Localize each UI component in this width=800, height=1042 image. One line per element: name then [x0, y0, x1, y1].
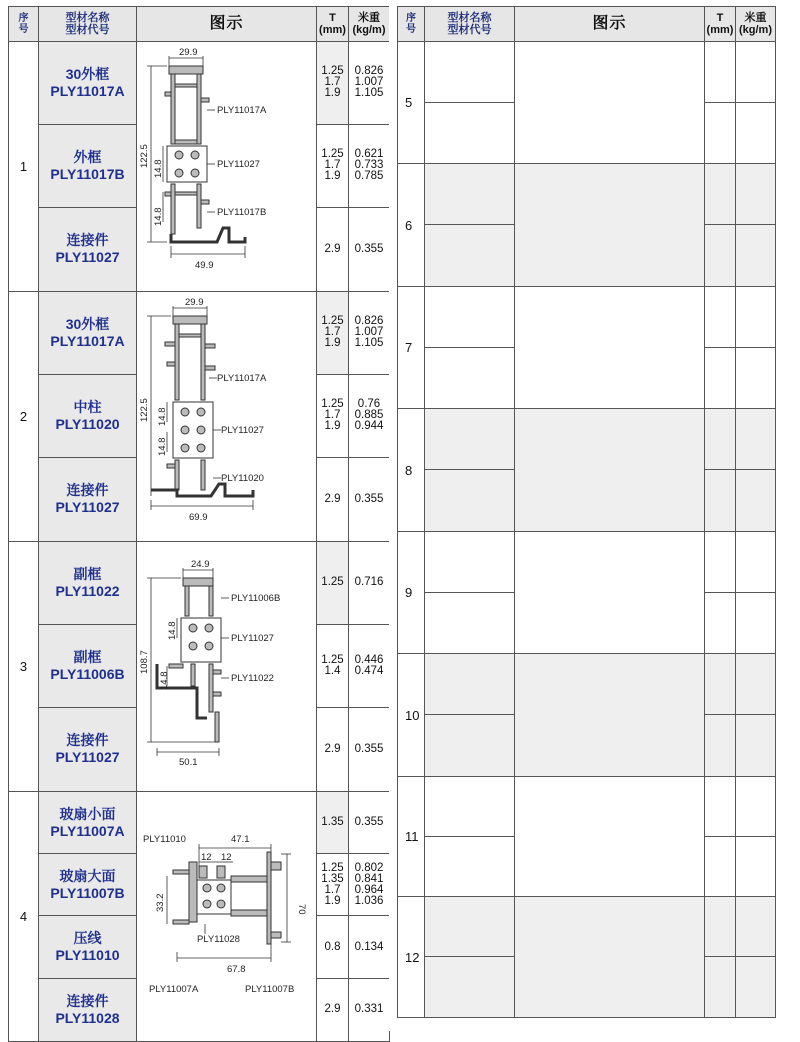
profile-name: 连接件: [66, 992, 109, 1009]
empty-diagram-cell: [515, 287, 705, 409]
thickness-value: 1.9: [324, 337, 341, 350]
dim-c-4: 12: [221, 852, 232, 863]
diagram-label: PLY11027: [217, 159, 260, 170]
empty-diagram-cell: [515, 409, 705, 532]
diagram-cell-2: [137, 292, 317, 542]
name-header-line1: 型材名称: [65, 12, 110, 24]
empty-name-cell: [425, 897, 515, 957]
profile-name-cell: [39, 42, 137, 125]
profile-name: 30外框: [65, 315, 110, 332]
empty-w-cell: [736, 103, 776, 164]
empty-name-cell: [425, 654, 515, 715]
profile-name: 玻扇大面: [59, 867, 116, 884]
thickness-cell: [317, 374, 349, 457]
empty-diagram-cell: [515, 897, 705, 1018]
table-row: [398, 409, 776, 470]
dim-a-2: 14.8: [157, 407, 168, 426]
weight-value: 0.826: [354, 65, 384, 78]
seq-header-text: 序 号: [406, 13, 416, 35]
diagram-label: PLY11017A: [217, 373, 267, 384]
weight-value: 0.733: [354, 159, 384, 172]
diagram-label: PLY11020: [221, 473, 264, 484]
weight-cell: 0.134: [349, 916, 390, 978]
weight-cell: [349, 124, 390, 207]
table-row: [398, 654, 776, 715]
weight-cell: 0.355: [349, 792, 390, 854]
dim-b-4: 12: [201, 852, 212, 863]
profile-name-cell: [39, 978, 137, 1041]
empty-name-cell: [425, 225, 515, 287]
weight-cell: [349, 624, 390, 707]
empty-name-cell: [425, 715, 515, 777]
thickness-value: 1.35: [321, 872, 344, 885]
table-row: [9, 42, 390, 125]
profile-name: 中柱: [73, 398, 102, 415]
group-number: 6: [398, 164, 425, 287]
thickness-cell: 0.8: [317, 916, 349, 978]
t-header: [705, 7, 736, 42]
empty-diagram-cell: [515, 777, 705, 897]
empty-w-cell: [736, 715, 776, 777]
empty-t-cell: [705, 837, 736, 897]
profile-code: PLY11027: [55, 249, 120, 266]
dim-bottom-4: 67.8: [227, 964, 246, 975]
profile-name: 连接件: [66, 732, 109, 749]
group-number: 5: [398, 42, 425, 164]
weight-value: 1.105: [354, 87, 384, 100]
weight-value: 0.826: [354, 315, 384, 328]
left-table: [8, 6, 390, 1042]
t-header: [317, 7, 349, 42]
empty-t-cell: [705, 654, 736, 715]
table-row: [398, 42, 776, 103]
table-separator: [389, 6, 397, 1031]
profile-name-cell: [39, 124, 137, 207]
profile-name: 连接件: [66, 482, 109, 499]
thickness-value: 1.25: [321, 65, 344, 78]
w-header-line2: (kg/m): [352, 24, 386, 36]
empty-name-cell: [425, 409, 515, 470]
thickness-cell: 1.35: [317, 792, 349, 854]
empty-t-cell: [705, 593, 736, 654]
seq-header: [398, 7, 425, 42]
profile-diagram-4: [137, 792, 317, 1036]
thickness-value: 1.7: [324, 76, 341, 89]
empty-diagram-cell: [515, 164, 705, 287]
dim-a-3: 14.8: [167, 621, 178, 640]
empty-diagram-cell: [515, 532, 705, 654]
empty-w-cell: [736, 470, 776, 532]
group-number: 10: [398, 654, 425, 777]
left-header-row: [9, 7, 390, 42]
group-number: 4: [9, 792, 39, 1042]
profile-code: PLY11022: [55, 582, 120, 599]
profile-name: 30外框: [65, 65, 110, 82]
weight-value: 0.841: [354, 872, 384, 885]
profile-code: PLY11020: [55, 415, 120, 432]
dim-b-2: 14.8: [157, 437, 168, 456]
group-number: 2: [9, 292, 39, 542]
empty-t-cell: [705, 348, 736, 409]
profile-code: PLY11017A: [50, 82, 125, 99]
dim-top-3: 24.9: [191, 559, 210, 570]
weight-cell: 0.355: [349, 207, 390, 291]
dim-height-3: 108.7: [139, 650, 150, 674]
weight-value: 0.785: [354, 170, 384, 183]
profile-name-cell: [39, 292, 137, 375]
right-table: [397, 6, 776, 1018]
thickness-value: 1.25: [321, 861, 344, 874]
table-row: [9, 792, 390, 854]
diagram-cell-3: [137, 542, 317, 792]
right-header-row: [398, 7, 776, 42]
seq-header-text: 序 号: [18, 13, 29, 35]
diagram-label: PLY11022: [231, 673, 274, 684]
w-header-line1: 米重: [358, 12, 380, 24]
w-header-line1: 米重: [744, 12, 767, 24]
w-header: [736, 7, 776, 42]
profile-code: PLY11017A: [50, 332, 125, 349]
group-number: 9: [398, 532, 425, 654]
seq-header: [9, 7, 39, 42]
dim-top-2: 29.9: [185, 297, 204, 308]
empty-name-cell: [425, 103, 515, 164]
table-row: [398, 164, 776, 225]
group-number: 7: [398, 287, 425, 409]
dim-top-4: 47.1: [231, 834, 250, 845]
empty-t-cell: [705, 225, 736, 287]
profile-name-cell: [39, 792, 137, 854]
diagram-label: PLY11017B: [217, 207, 267, 218]
empty-name-cell: [425, 348, 515, 409]
empty-w-cell: [736, 164, 776, 225]
group-number: 12: [398, 897, 425, 1018]
weight-value: 1.105: [354, 337, 384, 350]
empty-w-cell: [736, 777, 776, 837]
diagram-label: PLY11010: [143, 834, 186, 845]
empty-w-cell: [736, 225, 776, 287]
diagram-header: 图示: [515, 7, 705, 42]
dim-height-2: 122.5: [139, 398, 150, 422]
empty-w-cell: [736, 532, 776, 593]
thickness-value: 1.7: [324, 159, 341, 172]
t-header-line1: T: [716, 12, 724, 24]
thickness-value: 1.25: [321, 398, 344, 411]
weight-value: 0.76: [357, 398, 381, 411]
weight-value: 0.802: [354, 861, 384, 874]
thickness-value: 1.9: [324, 420, 341, 433]
profile-code: PLY11010: [55, 947, 120, 964]
table-row: [9, 542, 390, 625]
thickness-value: 1.25: [321, 148, 344, 161]
weight-value: 0.446: [354, 653, 384, 666]
thickness-cell: [317, 124, 349, 207]
name-header: [425, 7, 515, 42]
profile-name: 副框: [73, 565, 102, 582]
thickness-value: 1.7: [324, 409, 341, 422]
weight-cell: [349, 42, 390, 125]
dim-bottom-2: 69.9: [189, 512, 208, 523]
profile-name-cell: [39, 624, 137, 707]
diagram-label: PLY11007A: [149, 984, 199, 995]
diagram-label: PLY11007B: [245, 984, 295, 995]
profile-name-cell: [39, 374, 137, 457]
profile-name: 副框: [73, 648, 102, 665]
group-number: 11: [398, 777, 425, 897]
dim-height-1: 122.5: [139, 144, 150, 168]
empty-w-cell: [736, 837, 776, 897]
empty-t-cell: [705, 103, 736, 164]
t-header-line1: T: [329, 12, 336, 24]
dim-height-4: 70: [296, 904, 307, 915]
empty-name-cell: [425, 470, 515, 532]
weight-value: 0.621: [354, 148, 384, 161]
weight-cell: 0.355: [349, 707, 390, 791]
empty-name-cell: [425, 837, 515, 897]
weight-value: 1.007: [354, 76, 384, 89]
name-header-line1: 型材名称: [447, 12, 492, 24]
t-header-line2: (mm): [319, 24, 346, 36]
diagram-label: PLY11006B: [231, 593, 281, 604]
profile-code: PLY11027: [55, 749, 120, 766]
thickness-cell: 2.9: [317, 457, 349, 541]
empty-t-cell: [705, 897, 736, 957]
name-header-line2: 型材代号: [447, 24, 492, 36]
profile-name: 连接件: [66, 232, 109, 249]
weight-cell: [349, 854, 390, 916]
thickness-value: 1.7: [324, 883, 341, 896]
empty-w-cell: [736, 409, 776, 470]
profile-diagram-1: [137, 42, 317, 286]
weight-value: 0.964: [354, 883, 384, 896]
group-number: 8: [398, 409, 425, 532]
empty-t-cell: [705, 42, 736, 103]
profile-code: PLY11007B: [50, 884, 125, 901]
diagram-label: PLY11028: [197, 934, 240, 945]
profile-name-cell: [39, 542, 137, 625]
weight-value: 1.007: [354, 326, 384, 339]
thickness-value: 1.25: [321, 315, 344, 328]
dim-top-1: 29.9: [179, 47, 198, 58]
empty-w-cell: [736, 654, 776, 715]
name-header: [39, 7, 137, 42]
profile-name-cell: [39, 854, 137, 916]
table-row: [398, 897, 776, 957]
empty-t-cell: [705, 777, 736, 837]
empty-diagram-cell: [515, 654, 705, 777]
diagram-label: PLY11027: [231, 633, 274, 644]
thickness-value: 1.9: [324, 894, 341, 907]
profile-code: PLY11027: [55, 499, 120, 516]
dim-bottom-1: 49.9: [195, 260, 214, 271]
empty-t-cell: [705, 409, 736, 470]
thickness-value: 1.7: [324, 326, 341, 339]
thickness-cell: [317, 854, 349, 916]
diagram-cell-4: [137, 792, 317, 1042]
table-row: [398, 287, 776, 348]
diagram-label: PLY11027: [221, 425, 264, 436]
empty-t-cell: [705, 287, 736, 348]
profile-name-cell: [39, 457, 137, 541]
profile-diagram-2: [137, 292, 317, 536]
thickness-cell: 1.25: [317, 542, 349, 625]
weight-value: 0.944: [354, 420, 384, 433]
empty-t-cell: [705, 532, 736, 593]
empty-name-cell: [425, 593, 515, 654]
name-header-line2: 型材代号: [65, 24, 110, 36]
thickness-value: 1.9: [324, 170, 341, 183]
weight-cell: 0.331: [349, 978, 390, 1041]
group-number: 3: [9, 542, 39, 792]
empty-t-cell: [705, 164, 736, 225]
empty-t-cell: [705, 715, 736, 777]
weight-value: 0.885: [354, 409, 384, 422]
weight-cell: 0.716: [349, 542, 390, 625]
empty-t-cell: [705, 470, 736, 532]
thickness-cell: [317, 292, 349, 375]
weight-value: 0.474: [354, 664, 384, 677]
thickness-value: 1.4: [324, 664, 341, 677]
weight-value: 1.036: [354, 894, 384, 907]
profile-name: 压线: [73, 930, 102, 947]
thickness-cell: [317, 42, 349, 125]
dim-b-3: 14.8: [159, 671, 170, 690]
thickness-cell: 2.9: [317, 978, 349, 1041]
empty-t-cell: [705, 957, 736, 1018]
dim-a-1: 14.8: [153, 159, 164, 178]
weight-cell: [349, 374, 390, 457]
profile-diagram-3: [137, 542, 317, 786]
empty-name-cell: [425, 287, 515, 348]
profile-name-cell: [39, 707, 137, 791]
profile-name: 玻扇小面: [59, 805, 116, 822]
weight-cell: 0.355: [349, 457, 390, 541]
table-row: [398, 532, 776, 593]
table-row: [9, 292, 390, 375]
profile-code: PLY11028: [55, 1009, 120, 1026]
empty-w-cell: [736, 957, 776, 1018]
profile-name-cell: [39, 207, 137, 291]
empty-diagram-cell: [515, 42, 705, 164]
empty-w-cell: [736, 593, 776, 654]
profile-code: PLY11007A: [50, 822, 125, 839]
w-header-line2: (kg/m): [739, 24, 772, 36]
empty-w-cell: [736, 287, 776, 348]
thickness-cell: 2.9: [317, 207, 349, 291]
empty-name-cell: [425, 164, 515, 225]
profile-name: 外框: [73, 148, 102, 165]
empty-w-cell: [736, 897, 776, 957]
empty-name-cell: [425, 777, 515, 837]
dim-a-4: 33.2: [155, 893, 166, 912]
empty-name-cell: [425, 42, 515, 103]
group-number: 1: [9, 42, 39, 292]
t-header-line2: (mm): [706, 24, 734, 36]
profile-code: PLY11017B: [50, 165, 125, 182]
w-header: [349, 7, 390, 42]
empty-w-cell: [736, 348, 776, 409]
empty-name-cell: [425, 532, 515, 593]
empty-name-cell: [425, 957, 515, 1018]
thickness-value: 1.9: [324, 87, 341, 100]
thickness-cell: 2.9: [317, 707, 349, 791]
diagram-header: 图示: [137, 7, 317, 42]
empty-w-cell: [736, 42, 776, 103]
weight-cell: [349, 292, 390, 375]
diagram-cell-1: [137, 42, 317, 292]
thickness-value: 1.25: [321, 653, 344, 666]
dim-b-1: 14.8: [153, 207, 164, 226]
dim-bottom-3: 50.1: [179, 757, 198, 768]
profile-name-cell: [39, 916, 137, 978]
profile-code: PLY11006B: [50, 665, 125, 682]
thickness-cell: [317, 624, 349, 707]
diagram-label: PLY11017A: [217, 105, 267, 116]
table-row: [398, 777, 776, 837]
